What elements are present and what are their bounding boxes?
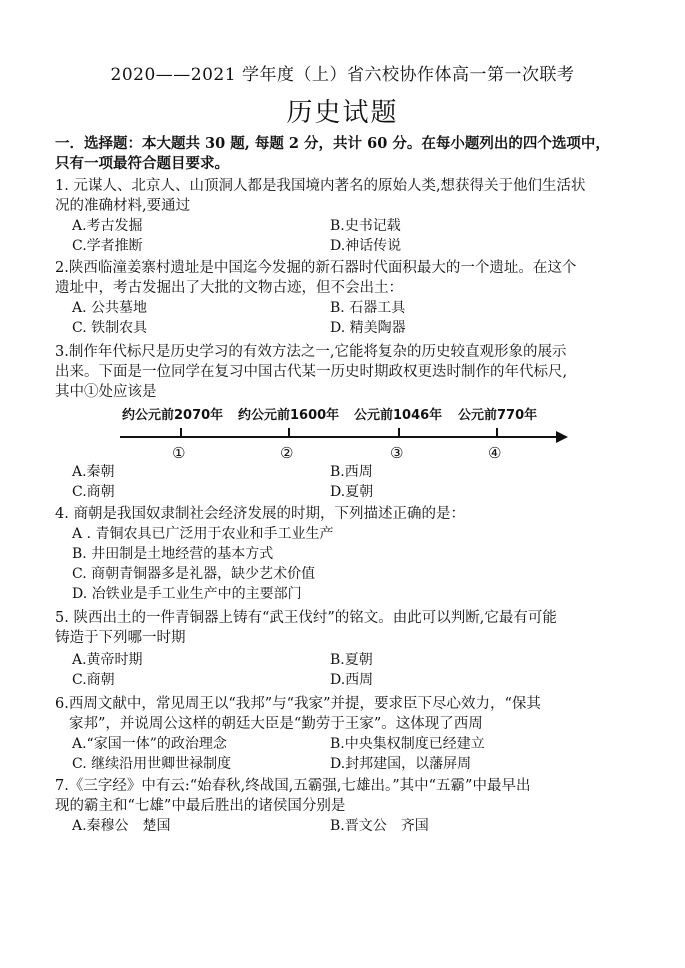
question-7: [55, 776, 635, 816]
option-a: A.秦朝: [72, 464, 115, 480]
question-text-line: 7.《三字经》中有云:“始春秋,终战国,五霸强,七雄出。”其中“五霸”中最早出: [55, 778, 531, 794]
question-text-line: 铸造于下列哪一时期: [55, 630, 186, 646]
section-instructions: [55, 134, 645, 174]
option-c: C. 继续沿用世卿世禄制度: [72, 756, 232, 772]
option-b: B.西周: [330, 464, 373, 480]
question-5: [55, 608, 635, 648]
timeline-ruler: [100, 400, 580, 470]
option-b: B.中央集权制度已经建立: [330, 736, 485, 752]
timeline-label: 约公元前2070年: [122, 408, 224, 423]
question-6: [55, 694, 635, 734]
option-b: B. 石器工具: [330, 300, 406, 316]
option-d: D.西周: [330, 672, 374, 688]
timeline-label: 约公元前1600年: [238, 408, 340, 423]
option-a: A.秦穆公 楚国: [72, 818, 171, 834]
option-d: D. 冶铁业是手工业生产中的主要部门: [72, 586, 302, 602]
question-text-line: 4. 商朝是我国奴隶制社会经济发展的时期，下列描述正确的是：: [55, 506, 465, 522]
timeline-tick: [180, 428, 182, 438]
timeline-mark: ②: [280, 444, 294, 462]
question-text-line: 3.制作年代标尺是历史学习的有效方法之一,它能将复杂的历史较直观形象的展示: [55, 344, 567, 360]
option-d: D. 精美陶器: [330, 320, 406, 336]
question-text-line: 现的霸主和“七雄”中最后胜出的诸侯国分别是: [55, 798, 346, 814]
option-b: B.夏朝: [330, 652, 373, 668]
option-c: C.学者推断: [72, 238, 143, 254]
question-text-line: 出来。下面是一位同学在复习中国古代某一历史时期政权更迭时制作的年代标尺,: [55, 364, 568, 380]
question-text-line: 遗址中，考古发掘出了大批的文物古迹，但不会出土：: [55, 280, 403, 296]
question-1: [55, 176, 635, 216]
timeline-mark: ③: [390, 444, 404, 462]
option-b: B.史书记载: [330, 218, 401, 234]
question-text-line: 2.陕西临潼姜寨村遗址是中国迄今发掘的新石器时代面积最大的一个遗址。在这个: [55, 260, 577, 276]
arrow-right-icon: [556, 431, 568, 443]
question-text-line: 1. 元谋人、北京人、山顶洞人都是我国境内著名的原始人类,想获得关于他们生活状: [55, 178, 586, 194]
question-text-line: 6.西周文献中，常见周王以“我邦”与“我家”并提，要求臣下尽心效力，“保其: [55, 696, 541, 712]
timeline-tick: [496, 428, 498, 438]
subject-title: 历史试题: [286, 98, 399, 128]
option-c: C.商朝: [72, 672, 115, 688]
timeline-label: 公元前770年: [458, 408, 538, 423]
timeline-tick: [288, 428, 290, 438]
option-d: D.夏朝: [330, 484, 374, 500]
option-a: A.考古发掘: [72, 218, 143, 234]
option-a: A.黄帝时期: [72, 652, 143, 668]
section-line-1: 一．选择题：本大题共 30 题, 每题 2 分，共计 60 分。在每小题列出的四个选项中，: [55, 135, 610, 152]
timeline-axis: [120, 436, 560, 438]
option-d: D.神话传说: [330, 238, 402, 254]
option-c: C.商朝: [72, 484, 115, 500]
option-c: C. 铁制农具: [72, 320, 148, 336]
question-3: [55, 342, 635, 402]
exam-title: 2020——2021 学年度（上）省六校协作体高一第一次联考: [110, 65, 575, 85]
question-text-line: 5. 陕西出土的一件青铜器上铸有“武王伐纣”的铭文。由此可以判断,它最有可能: [55, 610, 557, 626]
section-line-2: 只有一项最符合题目要求。: [55, 155, 229, 172]
question-text-line: 家邦”，并说周公这样的朝廷大臣是“勤劳于王家”。这体现了西周: [69, 716, 483, 732]
option-a: A. 公共墓地: [72, 300, 148, 316]
question-text-line: 况的准确材料,要通过: [55, 198, 191, 214]
timeline-mark: ①: [172, 444, 186, 462]
question-4: [55, 504, 635, 524]
question-text-line: 其中①处应该是: [55, 384, 157, 400]
option-b: B.晋文公 齐国: [330, 818, 429, 834]
timeline-label: 公元前1046年: [354, 408, 443, 423]
option-b: B. 井田制是土地经营的基本方式: [72, 546, 274, 562]
option-a: A . 青铜农具已广泛用于农业和手工业生产: [72, 526, 334, 542]
timeline-mark: ④: [488, 444, 502, 462]
option-a: A.“家国一体”的政治理念: [72, 736, 227, 752]
option-c: C. 商朝青铜器多是礼器，缺少艺术价值: [72, 566, 316, 582]
timeline-tick: [398, 428, 400, 438]
option-d: D.封邦建国，以藩屏周: [330, 756, 472, 772]
question-2: [55, 258, 635, 298]
